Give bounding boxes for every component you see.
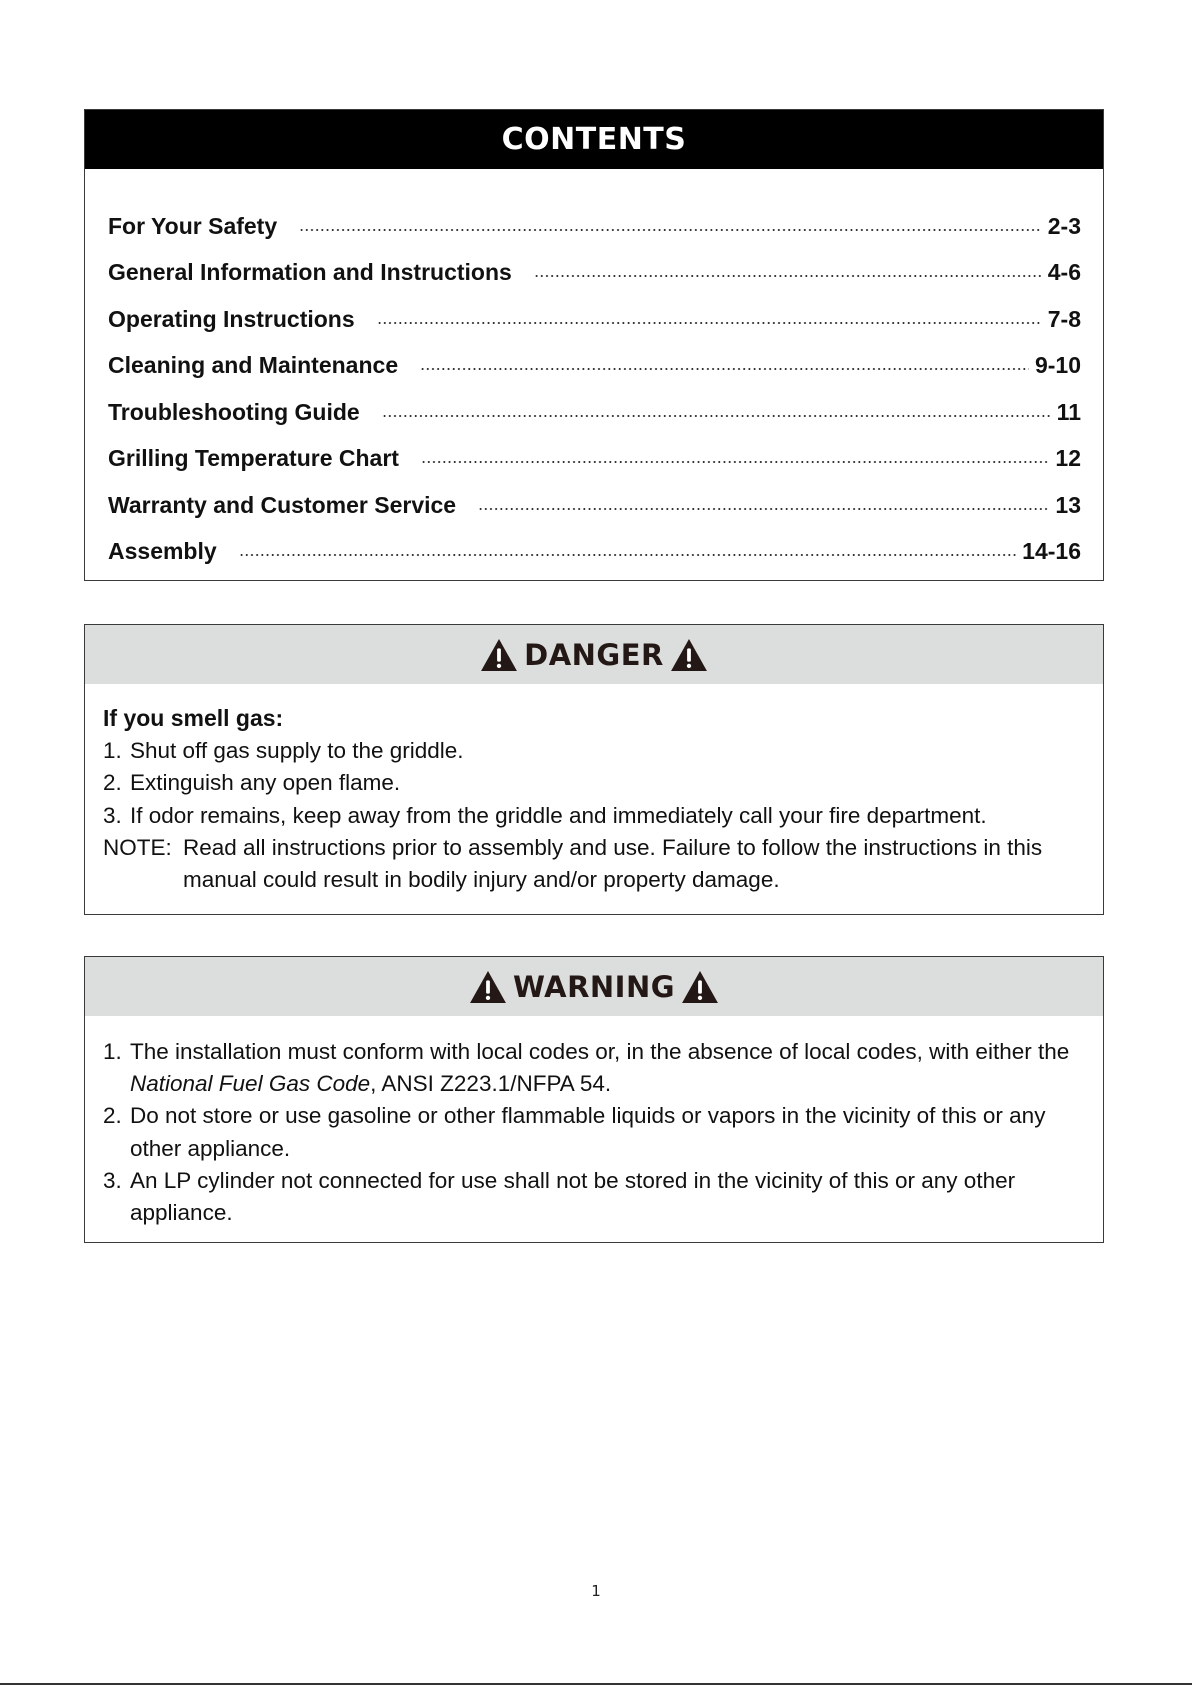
toc-entry-pages: 14-16	[1022, 538, 1081, 564]
toc-entry-title: Cleaning and Maintenance	[108, 352, 399, 378]
warning-triangle-icon	[469, 970, 507, 1004]
danger-intro: If you smell gas:	[103, 705, 284, 731]
toc-entry[interactable]	[108, 379, 1081, 426]
warning-item	[103, 1036, 1091, 1100]
toc-leader-dots	[382, 415, 1051, 417]
step-number: 1.	[103, 738, 122, 764]
danger-section	[84, 624, 1104, 915]
warning-item	[103, 1100, 1091, 1164]
danger-body	[85, 684, 1103, 896]
item-text-italic: National Fuel Gas Code	[130, 1071, 371, 1097]
item-text-after: , ANSI Z223.1/NFPA 54.	[370, 1071, 612, 1097]
warning-section	[84, 956, 1104, 1243]
danger-title: DANGER	[524, 637, 664, 672]
page-number: 1	[591, 1582, 601, 1600]
warning-title: WARNING	[512, 969, 676, 1004]
step-text: If odor remains, keep away from the griddle and immediately call your fire department.	[130, 802, 987, 828]
toc-entry[interactable]	[108, 333, 1081, 380]
danger-step	[103, 767, 1091, 799]
toc-entry-pages: 12	[1055, 445, 1081, 471]
toc-entry-pages: 9-10	[1034, 352, 1081, 378]
warning-triangle-icon	[681, 970, 719, 1004]
danger-header	[85, 625, 1103, 684]
warning-item	[103, 1165, 1091, 1229]
warning-items	[103, 1036, 1091, 1229]
item-text: Do not store or use gasoline or other flammable liquids or vapors in the vicinity of this or any other appliance.	[130, 1103, 1046, 1161]
toc-entry-title: Assembly	[108, 538, 217, 564]
toc-entry-title: Grilling Temperature Chart	[108, 445, 399, 471]
item-number: 1.	[103, 1039, 122, 1064]
item-text: An LP cylinder not connected for use shall not be stored in the vicinity of this or any other appliance.	[130, 1167, 1016, 1226]
toc-entry-pages: 11	[1056, 398, 1081, 425]
toc-entry-title: Operating Instructions	[108, 305, 355, 332]
toc-leader-dots	[299, 229, 1042, 231]
toc-entry-pages: 2-3	[1047, 212, 1081, 239]
toc-entry[interactable]	[108, 472, 1081, 519]
toc-entry[interactable]	[108, 426, 1081, 473]
step-text: Shut off gas supply to the griddle.	[130, 738, 464, 764]
toc-entry-title: For Your Safety	[108, 212, 278, 239]
danger-note	[103, 832, 1091, 896]
toc-entry-pages: 4-6	[1047, 259, 1081, 285]
toc-entry[interactable]	[108, 519, 1081, 566]
toc-list	[85, 169, 1103, 565]
item-text-before: The installation must conform with local codes or, in the absence of local codes, with either the	[130, 1039, 1070, 1064]
toc-leader-dots	[421, 461, 1049, 463]
note-text: Read all instructions prior to assembly and use. Failure to follow the instructions in this manual could result in bodily injury and/or property damage.	[183, 834, 1043, 893]
toc-entry-title: Troubleshooting Guide	[108, 398, 360, 425]
warning-header	[85, 957, 1103, 1016]
toc-leader-dots	[534, 275, 1042, 277]
step-number: 3.	[103, 802, 122, 828]
toc-entry-pages: 13	[1055, 491, 1081, 518]
toc-entry-title: Warranty and Customer Service	[108, 491, 457, 518]
danger-step	[103, 800, 1091, 832]
toc-leader-dots	[478, 508, 1049, 510]
danger-steps	[103, 735, 1091, 832]
item-number: 2.	[103, 1103, 122, 1129]
step-number: 2.	[103, 770, 122, 796]
toc-leader-dots	[420, 368, 1029, 370]
note-label: NOTE:	[103, 834, 172, 860]
contents-section	[84, 109, 1104, 581]
toc-entry[interactable]	[108, 286, 1081, 333]
warning-triangle-icon	[670, 638, 708, 672]
toc-entry-title: General Information and Instructions	[108, 259, 512, 285]
toc-entry[interactable]	[108, 193, 1081, 240]
toc-leader-dots	[239, 554, 1017, 556]
toc-entry-pages: 7-8	[1047, 305, 1081, 332]
contents-header	[85, 110, 1103, 169]
step-text: Extinguish any open flame.	[130, 770, 401, 796]
danger-step	[103, 735, 1091, 767]
warning-triangle-icon	[480, 638, 518, 672]
contents-title: CONTENTS	[501, 122, 687, 157]
toc-leader-dots	[377, 322, 1042, 324]
toc-entry[interactable]	[108, 240, 1081, 287]
item-number: 3.	[103, 1167, 122, 1193]
warning-body	[85, 1016, 1103, 1229]
